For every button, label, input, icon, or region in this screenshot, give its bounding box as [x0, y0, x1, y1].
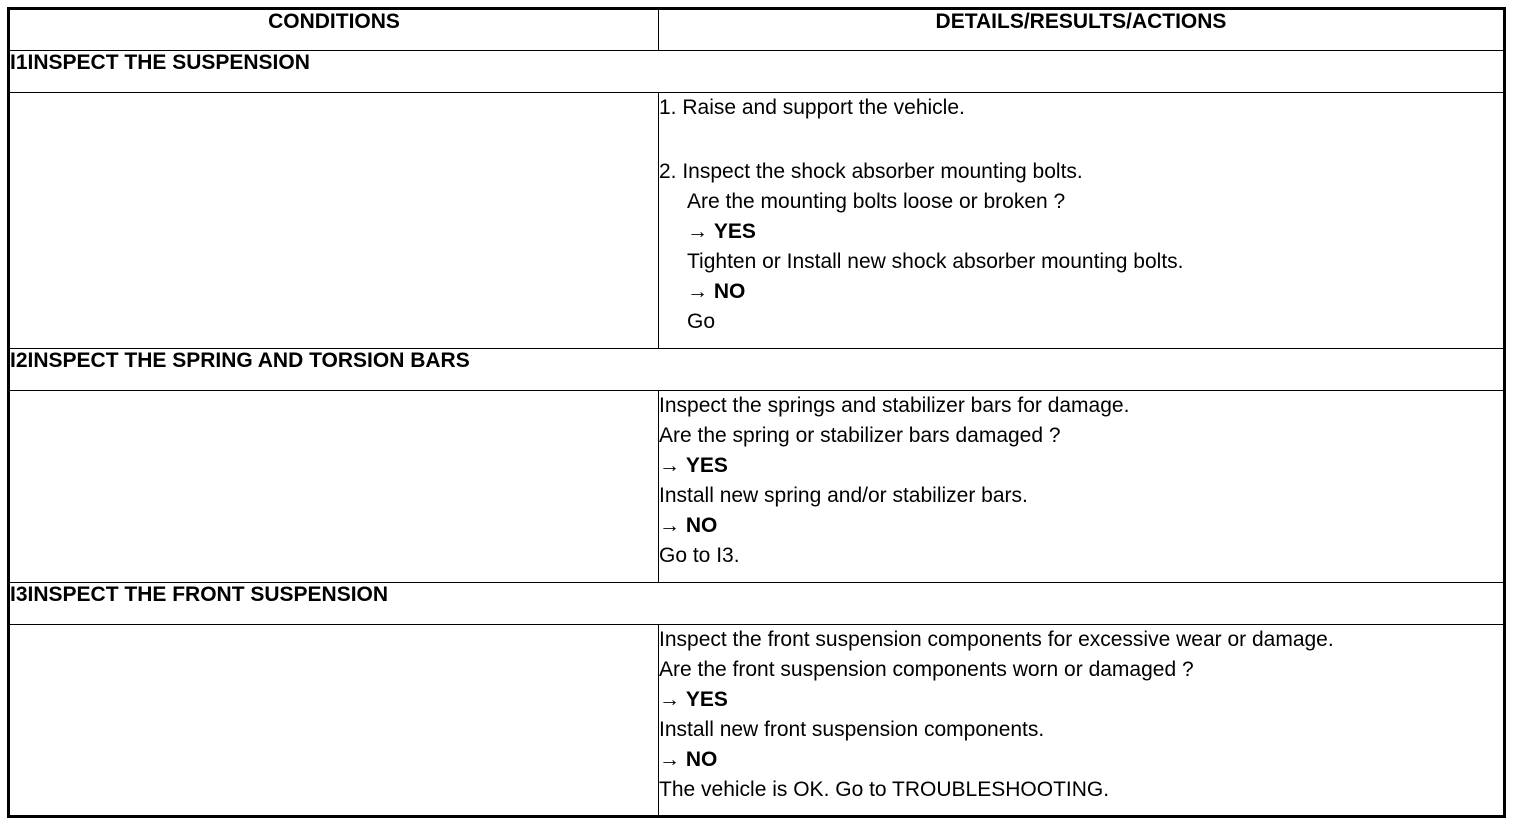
step-body-row [9, 625, 1505, 817]
spacer [659, 123, 1503, 157]
step-body-row [9, 391, 1505, 583]
yes-action: Install new front suspension components. [659, 718, 1045, 741]
no-label: NO [685, 514, 718, 537]
no-action: The vehicle is OK. Go to TROUBLESHOOTING. [659, 778, 1110, 801]
details-header: DETAILS/RESULTS/ACTIONS [659, 9, 1505, 51]
yes-action: Install new spring and/or stabilizer bars. [659, 484, 1028, 507]
arrow-right-icon: → [659, 454, 680, 477]
step-title-row [9, 583, 1505, 625]
no-label: NO [685, 748, 718, 771]
step-title-row [9, 51, 1505, 93]
question-line: Are the spring or stabilizer bars damaged ? [659, 424, 1061, 447]
instruction-line: 2. Inspect the shock absorber mounting bolts. [659, 160, 1083, 183]
instruction-line: Inspect the front suspension components for excessive wear or damage. [659, 628, 1334, 651]
instruction-line: Inspect the springs and stabilizer bars for damage. [659, 394, 1130, 417]
details-cell [659, 93, 1505, 349]
step-title-row [9, 349, 1505, 391]
diagnostic-table [7, 7, 1506, 818]
arrow-right-icon: → [687, 280, 708, 303]
conditions-cell [9, 625, 659, 817]
details-cell [659, 625, 1505, 817]
yes-line [659, 685, 1503, 715]
no-action: Go to I3. [659, 544, 740, 567]
conditions-cell [9, 93, 659, 349]
no-line [659, 511, 1503, 541]
arrow-right-icon: → [659, 514, 680, 537]
step-body-row [9, 93, 1505, 349]
conditions-header: CONDITIONS [9, 9, 659, 51]
no-label: NO [713, 280, 746, 303]
step-title: I3INSPECT THE FRONT SUSPENSION [9, 583, 1505, 625]
yes-label: YES [685, 688, 728, 711]
step-title: I2INSPECT THE SPRING AND TORSION BARS [9, 349, 1505, 391]
arrow-right-icon: → [687, 220, 708, 243]
yes-line [659, 451, 1503, 481]
yes-label: YES [685, 454, 728, 477]
instruction-line: 1. Raise and support the vehicle. [659, 96, 965, 119]
yes-label: YES [713, 220, 756, 243]
no-line [659, 277, 1503, 307]
arrow-right-icon: → [659, 748, 680, 771]
details-cell [659, 391, 1505, 583]
yes-action: Tighten or Install new shock absorber mounting bolts. [687, 250, 1184, 273]
no-line [659, 745, 1503, 775]
step-title: I1INSPECT THE SUSPENSION [9, 51, 1505, 93]
yes-line [659, 217, 1503, 247]
question-line: Are the front suspension components worn or damaged ? [659, 658, 1194, 681]
header-row [9, 9, 1505, 51]
conditions-cell [9, 391, 659, 583]
arrow-right-icon: → [659, 688, 680, 711]
question-line: Are the mounting bolts loose or broken ? [687, 190, 1066, 213]
no-action: Go [687, 310, 716, 333]
